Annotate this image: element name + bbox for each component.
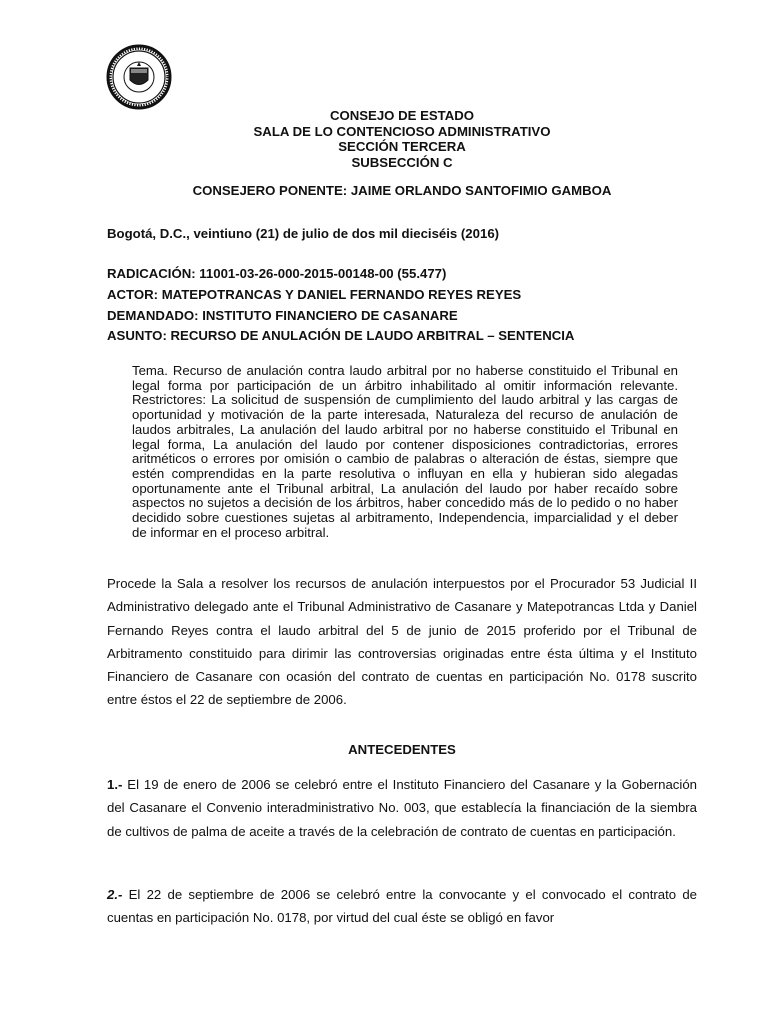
court-header	[107, 108, 697, 170]
tema-summary: Tema. Recurso de anulación contra laudo arbitral por no haberse constituido el Tribunal en legal forma por participación de un árbitro inhabilitado al omitir información relevante. Restrictores: La solicitud de suspensión de cumplimiento del laudo arbitral y las cargas de oportunidad y motivación de la parte interesada, Naturaleza del recurso de anulación de laudos arbitrales, La anulación del laudo arbitral por no haberse constituido el Tribunal en legal forma, La anulación del laudo por contener disposiciones contradictorias, errores aritméticos o errores por omisión o cambio de palabras o alteración de éstas, siempre que estén comprendidas en la parte resolutiva o influyan en ella y hubieran sido alegadas oportunamente ante el Tribunal arbitral, La anulación del laudo por haber recaído sobre aspectos no sujetos a decisión de los árbitros, haber concedido más de lo pedido o no haber decidido sobre cuestiones sujetas al arbitramento, Independencia, imparcialidad y el deber de informar en el proceso arbitral.	[132, 363, 678, 540]
header-line-4: SUBSECCIÓN C	[351, 154, 453, 170]
asunto: ASUNTO: RECURSO DE ANULACIÓN DE LAUDO ARBITRAL – SENTENCIA	[107, 328, 575, 344]
antecedentes-heading: ANTECEDENTES	[348, 742, 456, 757]
item-text: El 19 de enero de 2006 se celebró entre el Instituto Financiero del Casanare y la Gobernación del Casanare el Convenio interadministrativo No. 003, que establecía la financiación de la siembra de cultivos de palma de aceite a través de la celebración de contrato de cuentas en participación.	[107, 777, 697, 839]
actor: ACTOR: MATEPOTRANCAS Y DANIEL FERNANDO REYES REYES	[107, 286, 522, 302]
radicacion: RADICACIÓN: 11001-03-26-000-2015-00148-00 (55.477)	[107, 266, 447, 281]
document-date: Bogotá, D.C., veintiuno (21) de julio de dos mil dieciséis (2016)	[107, 226, 500, 241]
item-number: 1.-	[107, 777, 123, 792]
item-text: El 22 de septiembre de 2006 se celebró entre la convocante y el convocado el contrato de cuentas en participación No. 0178, por virtud del cual éste se obligó en favor	[107, 887, 697, 926]
demandado: DEMANDADO: INSTITUTO FINANCIERO DE CASANARE	[107, 307, 458, 323]
item-number: 2.-	[107, 887, 123, 902]
header-line-2: SALA DE LO CONTENCIOSO ADMINISTRATIVO	[253, 123, 551, 139]
header-line-1: CONSEJO DE ESTADO	[329, 108, 475, 123]
intro-paragraph: Procede la Sala a resolver los recursos de anulación interpuestos por el Procurador 53 Judicial II Administrativo delegado ante el Tribunal Administrativo de Casanare y Matepotrancas Ltda y Daniel Fernando Reyes contra el laudo arbitral del 5 de junio de 2015 proferido por el Tribunal de Arbitramento constituido para dirimir las controversias originadas entre ésta última y el Instituto Financiero de Casanare con ocasión del contrato de cuentas en participación No. 0178 suscrito entre éstos el 22 de septiembre de 2006.	[107, 576, 697, 708]
header-line-3: SECCIÓN TERCERA	[338, 139, 466, 154]
consejo-de-estado-seal-icon	[106, 44, 172, 110]
case-metadata	[107, 266, 574, 349]
antecedente-item-2	[107, 883, 697, 930]
antecedente-item-1	[107, 773, 697, 843]
consejero-ponente: CONSEJERO PONENTE: JAIME ORLANDO SANTOFIMIO GAMBOA	[192, 183, 612, 198]
